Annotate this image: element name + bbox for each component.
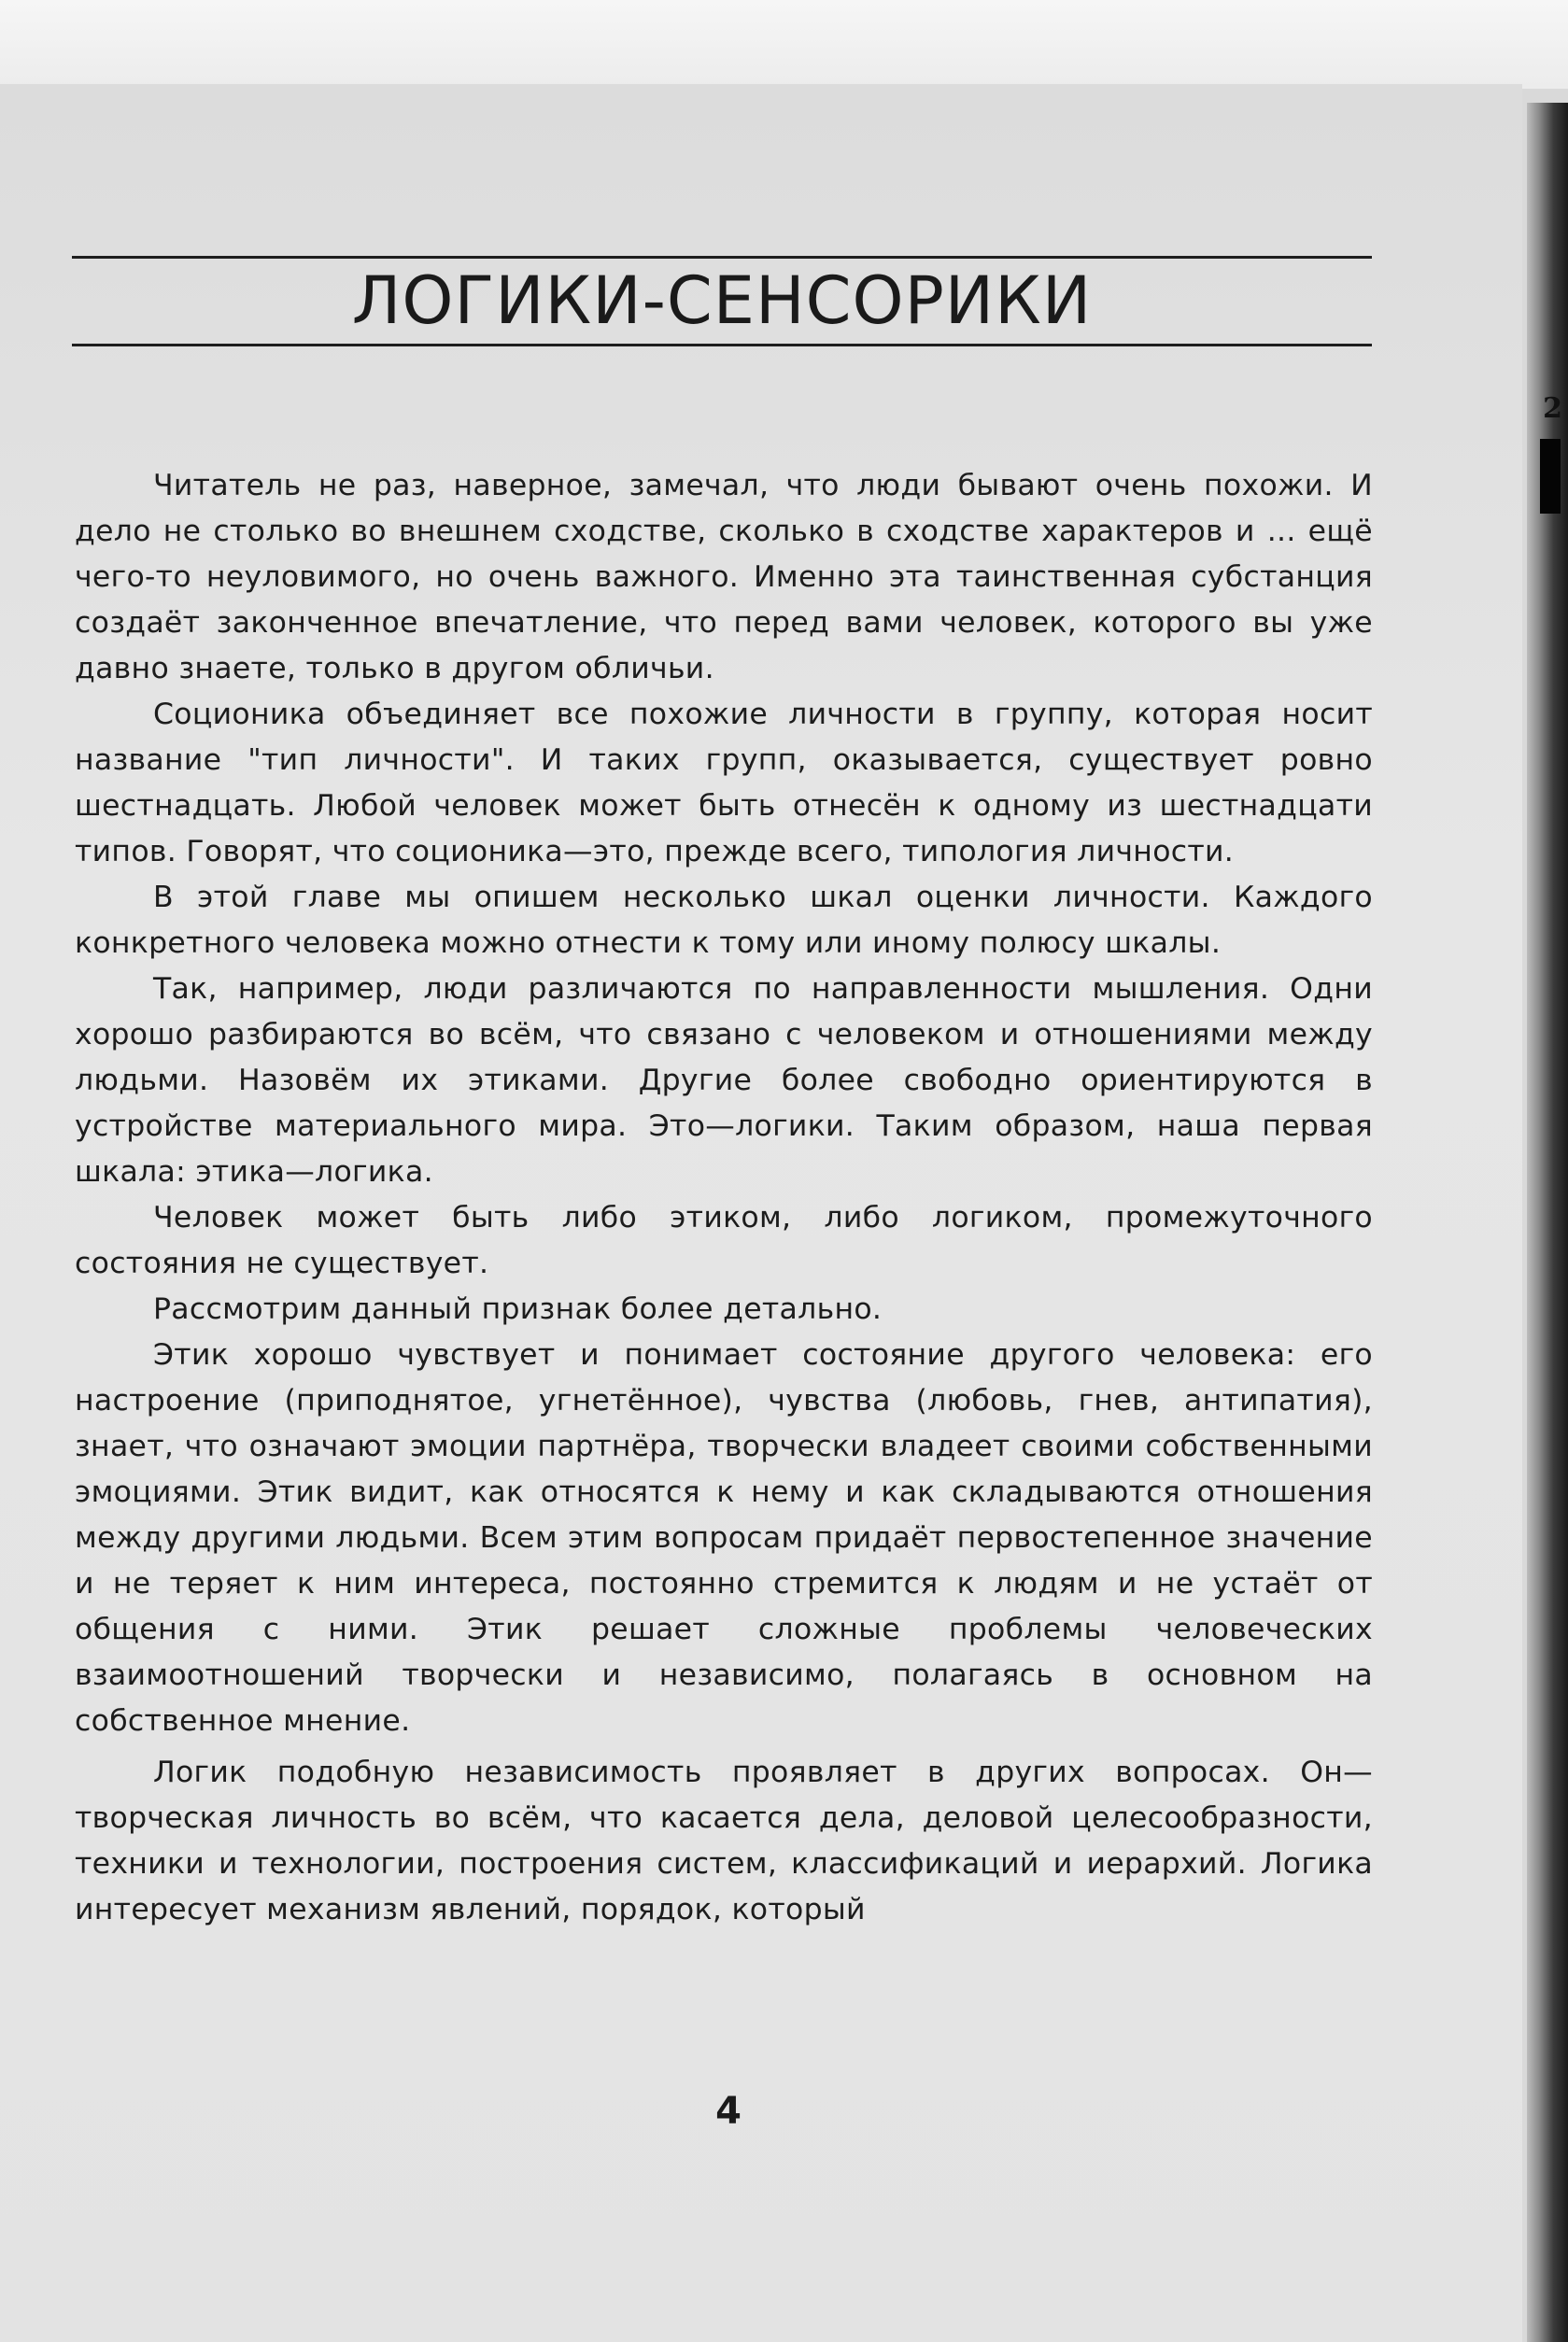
page-number: 4 [715, 2090, 742, 2133]
paragraph: Читатель не раз, наверное, замечал, что люди бывают очень похожи. И дело не столько во внешнем сходстве, сколько в сходстве характеров и ... ещё чего-то неуловимого, но очень важного. Именно эта таинственная субстанция создаёт законченное впечатление, что перед вами человек, которого вы уже давно знаете, только в другом обличьи. [75, 469, 1373, 685]
chapter-title: ЛОГИКИ-СЕНСОРИКИ [351, 262, 1093, 339]
chapter-body [75, 463, 1373, 1933]
spine-section-marker: 2 [1543, 392, 1562, 425]
paragraph: Логик подобную независимость проявляет в других вопросах. Он—творческая личность во всём, что касается дела, деловой целесообразности, техники и технологии, построения систем, классификаций и иерархий. Логика интересует механизм явлений, порядок, который [75, 1756, 1373, 1926]
chapter-header [72, 252, 1372, 353]
paragraph: Соционика объединяет все похожие личности в группу, которая носит название "тип личности". И таких групп, оказывается, существует ровно шестнадцать. Любой человек может быть отнесён к одному из шестнадцати типов. Говорят, что соционика—это, прежде всего, типология личности. [75, 698, 1373, 868]
spine-tab-mark [1540, 439, 1561, 514]
paragraph: Так, например, люди различаются по направленности мышления. Одни хорошо разбираются во всём, что связано с человеком и отношениями между людьми. Назовём их этиками. Другие более свободно ориентируются в устройстве материального мира. Это—логики. Таким образом, наша первая шкала: этика—логика. [75, 972, 1373, 1189]
paragraph: Рассмотрим данный признак более детально. [153, 1292, 883, 1326]
scan-top-margin [0, 0, 1568, 89]
paragraph: Этик хорошо чувствует и понимает состояние другого человека: его настроение (приподнятое, угнетённое), чувства (любовь, гнев, антипатия), знает, что означают эмоции партнёра, творчески владеет своими собственными эмоциями. Этик видит, как относятся к нему и как складываются отношения между другими людьми. Всем этим вопросам придаёт первостепенное значение и не теряет к ним интереса, постоянно стремится к людям и не устаёт от общения с ними. Этик решает сложные проблемы человеческих взаимоотношений творчески и независимо, полагаясь в основном на собственное мнение. [75, 1338, 1373, 1738]
header-rule-top [72, 256, 1372, 259]
paragraph: Человек может быть либо этиком, либо логиком, промежуточного состояния не существует. [75, 1201, 1373, 1280]
header-rule-bottom [72, 344, 1372, 346]
paragraph: В этой главе мы опишем несколько шкал оценки личности. Каждого конкретного человека можно отнести к тому или иному полюсу шкалы. [75, 881, 1373, 960]
